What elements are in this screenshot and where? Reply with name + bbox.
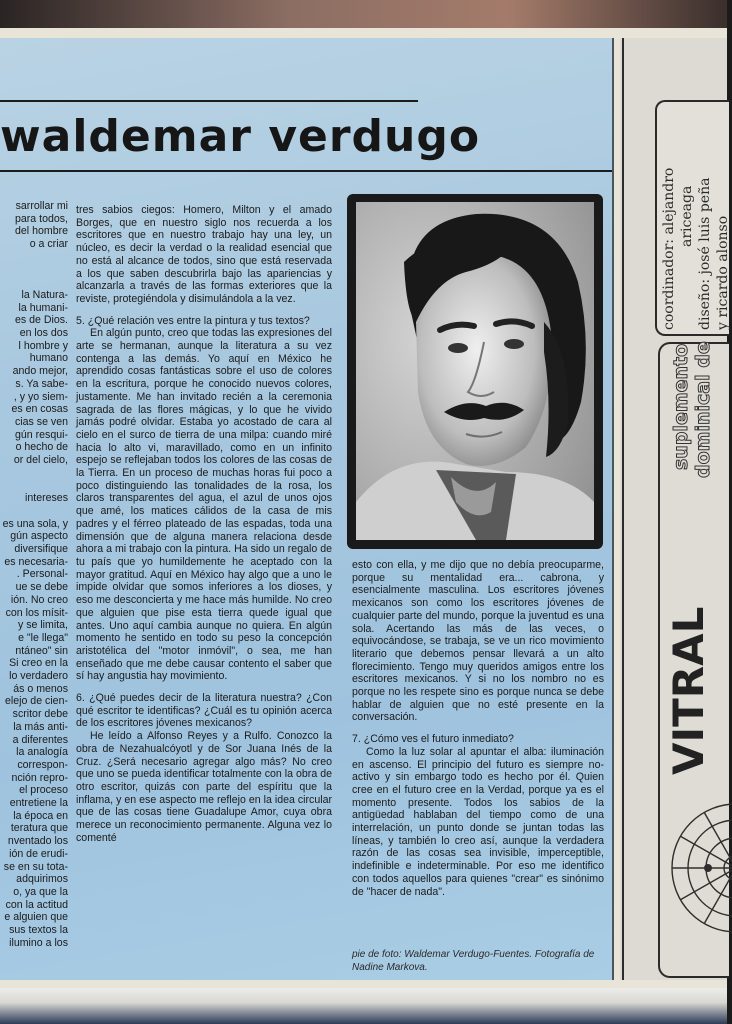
fragment-line: o a criar [29,238,68,251]
fragment-line: intereses [25,492,68,505]
fragment-line: sarrollar mi [15,200,68,212]
fragment-line: para todos, [14,212,68,225]
interview-question: 6. ¿Qué puedes decir de la literatura nuestra? ¿Con qué escritor te identificas? ¿Cuál es tu opinión acerca de los escritores jóvenes mexicanos? [76,692,332,730]
fragment-line: s. Ya sabe- [15,377,68,390]
left-column-fragment [0,200,68,980]
fragment-line: a diferentes [12,733,68,746]
fragment-line: , y yo siem- [13,390,68,403]
article-paragraph: tres sabios ciegos: Homero, Milton y el amado Borges, que en nuestro siglo nos recuerda a los escritores que en nuestro trabajo hay una ley, un núcleo, es decir la verdad o la realidad esencial que no está al alcance de todos, sino que está reservada a los que saben descubrirla bajo las apariencias y alcanzarla a través de las formas exteriores que la reviste, protegiéndola y disimulándola a la vez. [76,204,332,305]
fragment-line: e alguien que [4,911,68,924]
fragment-line: e "le llega" [18,631,68,644]
fragment-line: o, ya que la [13,885,68,898]
fragment-line: ilumino a los [9,936,68,949]
article-title: waldemar verdugo [0,111,481,162]
sidebar-divider [622,38,624,980]
fragment-line: . Personal- [16,568,68,581]
title-rule-top [0,100,418,102]
fragment-line: con los mísit- [5,606,68,619]
fragment-line: Si creo en la [9,657,68,670]
fragment-line [0,251,68,264]
fragment-line: la época en [13,809,68,822]
rose-window-emblem [668,778,727,958]
credit-line-2: ariceaga [679,185,695,247]
fragment-line: teratura que [10,822,68,835]
fragment-line [0,276,68,289]
article-paragraph: En algún punto, creo que todas las expresiones del arte se hermanan, aunque la literatura a su vez contenga a las demás. Yo aquí en México he aprendido cosas fantásticas sobre el uso de colores en la escritura, porque he conocido nuevos colores, justamente. Me han invitado recién a la ceremonia sagrada de las flores mágicas, y lo que he vivido jamás podré olvidar. Estaba yo acostado de cara al cielo en el surco de tierra de una milpa: cuando miré hacia lo alto vi, maravillado, como en un infinito espejo se reflejaban todos los colores de las cosas de la Tierra. En un proceso de muchas horas fui poco a poco distinguiendo las tonalidades de la rosa, los claros transparentes del agua, el azul de unos ojos que amé, los matices cálidos de la casa de mis padres y el férreo plateado de las espadas, toda una dimensión que de alguna manera relaciona desde ahora a mi trabajo con la pintura. Ha sido un regalo de tu país que yo humildemente he aceptado con la mayor gratitud. Aquí en México hay algo que a uno le impide olvidar que somos inferiores a los dioses, y eso me desconcierta y me hace más humilde. No creo que alguien que pise esta tierra quede igual que antes. Uno aquí cambia aunque no quiera. En algún momento he sentido en todo su peso la concepción aristotélica del "motor inmóvil", o sea, me han enseñado que me debe causar contento el saber que sí hay angustia hay movimiento. [76,327,332,683]
fragment-line: diversifique [14,542,68,555]
fragment-line [0,467,68,480]
fragment-line: se en su tota- [3,860,68,873]
article-paragraph: He leído a Alfonso Reyes y a Rulfo. Conozco la obra de Nezahualcóyotl y de Sor Juana Inés de la Cruz. ¿Será necesario agregar algo más? No creo que uno se pueda identificar totalmente con la obra de otro escritor, quizás con parte del espíritu que la inflama, y en ese aspecto me reflejo en la idea circular que de las cosas tiene Guadalupe Amor, cuya obra merece un reconocimiento permanente. Alguna vez lo comenté [76,730,332,844]
fragment-line: lo verdadero [9,670,68,683]
fragment-line: l hombre y [18,339,68,352]
fragment-line: y se limita, [17,619,68,632]
interview-question: 5. ¿Qué relación ves entre la pintura y tus textos? [76,314,310,327]
fragment-line: la más anti- [13,720,68,733]
fragment-line: nción repro- [11,771,68,784]
fragment-line: humano [29,352,68,365]
fragment-line: es necesaria- [4,555,68,568]
fragment-line: con la actitud [5,898,68,911]
article-column-right [352,559,604,947]
fragment-line: la Natura- [21,288,68,301]
panel-edge [612,38,614,980]
supplement-text-1: suplemento [670,343,692,470]
fragment-line: gún resqui- [15,428,68,441]
fragment-line: el proceso [19,784,68,797]
fragment-line: ión. No creo [10,593,68,606]
fragment-line: es una sola, y [2,517,68,530]
fragment-line: ue se debe [15,581,68,594]
fragment-line: es de Dios. [15,314,68,327]
fragment-line: la humani- [18,301,68,314]
credits [657,102,729,334]
fragment-line: adquirimos [16,873,68,886]
publication-name [664,465,716,775]
fragment-line: es en cosas [11,403,68,416]
fragment-line: correspon- [17,758,68,771]
fragment-line: gún aspecto [10,530,68,543]
fragment-line: entretiene la [9,797,68,810]
background-top-edge [0,0,727,28]
fragment-line [0,264,68,277]
supplement-text-2: dominical de [692,341,714,478]
fragment-line: ntáneo" sin [15,644,68,657]
photo-caption: pie de foto: Waldemar Verdugo-Fuentes. Fotografía de Nadine Markova. [352,949,595,973]
author-photo-frame [347,194,603,549]
author-photo [356,202,594,540]
fragment-line: nventado los [7,835,68,848]
article-paragraph: esto con ella, y me dijo que no debía preocuparme, porque su mentalidad era... cabrona, y esencialmente masculina. Los escritores jóvenes mexicanos son como los escritores jóvenes de cualquier parte del mundo, porque la juventud es una sola. Acertando las más de las veces, o equivocándose, se trabaja, se ve un rico movimiento literario que debemos pensar llevará a un alto florecimiento. Tengo muy queridos amigos entre los escritores mexicanos. Y si no los nombro no es porque no les respete sino es porque nunca se debe hablar de alguien que no esté presente en la conversación. [352,559,604,724]
credit-line-1: coordinador: alejandro [661,167,677,330]
portrait-image [356,202,594,540]
fragment-line: elejo de cien- [4,695,68,708]
fragment-line: o hecho de [15,441,68,454]
fragment-line [0,505,68,518]
fragment-line: or del cielo, [13,454,68,467]
background-bottom-edge [0,988,727,1024]
fragment-line: en los dos [19,327,68,340]
fragment-line: del hombre [15,225,68,238]
fragment-line: ión de erudi- [9,847,68,860]
credit-line-3: diseño: josé luis peña [697,177,713,330]
fragment-line: ando mejor, [12,365,68,378]
fragment-line [0,479,68,492]
title-rule-bottom [0,170,612,172]
publication-name-text: VITRAL [664,606,713,775]
interview-question: 7. ¿Cómo ves el futuro inmediato? [352,733,514,746]
credits-box [655,100,729,336]
fragment-line: ás o menos [13,682,68,695]
fragment-line: sus textos la [9,924,68,937]
credit-line-4: y ricardo alonso [715,215,731,330]
fragment-line: scritor debe [12,708,68,721]
article-paragraph: Como la luz solar al apuntar el alba: iluminación en ascenso. El principio del futuro es siempre no-activo y sin embargo todo es hecho por él. Quien cree en el futuro cree en la Verdad, porque ya es el momento presente. Todos los sabios de la antigüedad hablaban del tiempo como de una interrelación, un punto donde se juntan todas las líneas, y también lo creo así, aunque la verdadera razón de las cosas sea invisible, imperceptible, indefinible e indeterminable. Por eso me identifico con todos aquellos para quienes "crear" es sinónimo de "hacer de nada". [352,745,604,898]
fragment-line: cias se ven [15,415,68,428]
article-column-middle [76,204,332,974]
fragment-line: la analogía [16,746,68,759]
